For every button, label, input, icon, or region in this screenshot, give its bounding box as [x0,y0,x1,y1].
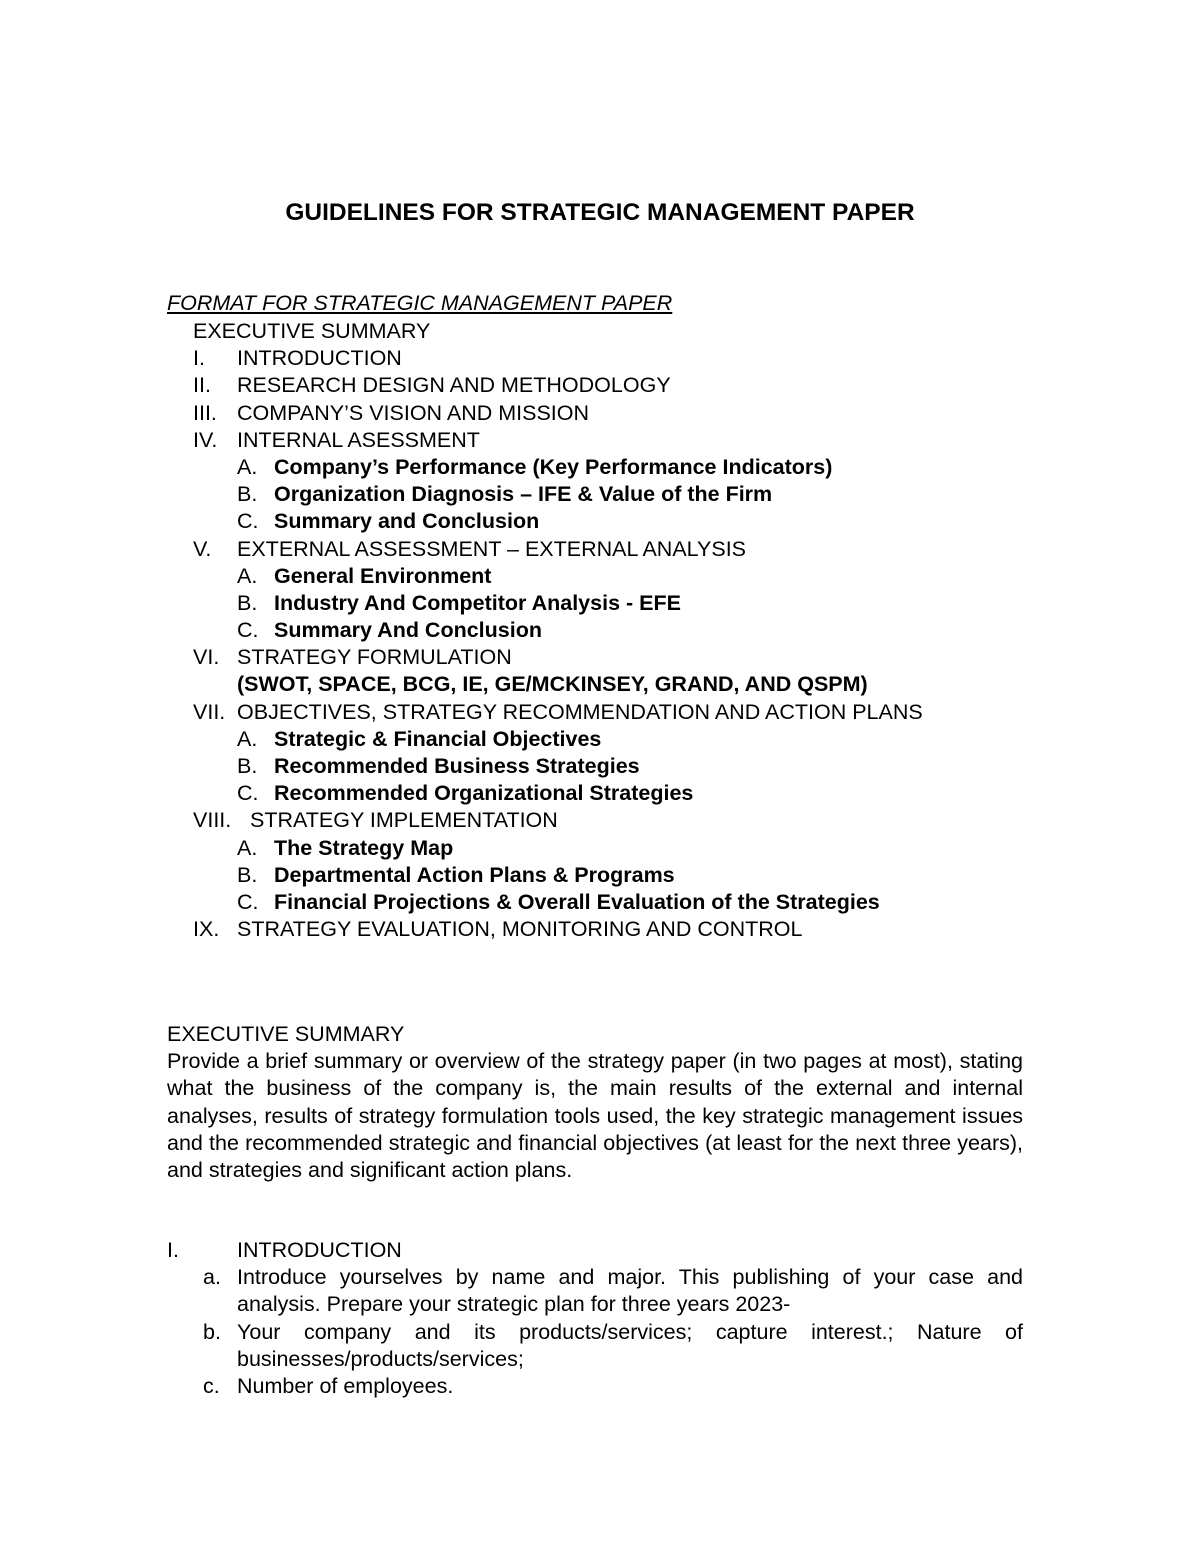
outline-number: B. [237,754,258,778]
outline-item [0,699,1200,726]
item-letter: b. [203,1319,221,1344]
outline-text: Financial Projections & Overall Evaluation of the Strategies [274,889,880,914]
outline-number: VI. [193,645,220,670]
outline-item [0,372,1200,399]
outline-item [0,807,1200,834]
outline-text: (SWOT, SPACE, BCG, IE, GE/MCKINSEY, GRAND, AND QSPM) [237,672,868,697]
executive-summary-section [167,1021,1023,1184]
outline-number: B. [237,482,258,507]
outline-number: C. [237,781,259,806]
outline-subitem [0,617,1200,644]
outline-subitem [0,753,1200,780]
outline-text: Strategic & Financial Objectives [274,726,602,751]
outline-number: II. [193,373,211,398]
outline-number: C. [237,509,259,534]
introduction-item [0,1373,1200,1400]
item-text: Your company and its products/services; capture interest.; Nature of businesses/products/services; [237,1319,1023,1371]
introduction-number: I. [167,1238,179,1262]
outline-text: General Environment [274,563,492,588]
outline-item [0,400,1200,427]
outline-number: B. [237,590,258,615]
outline-number: A. [237,454,258,479]
outline-text: STRATEGY EVALUATION, MONITORING AND CONTROL [237,917,803,942]
outline-text: The Strategy Map [274,835,454,860]
outline-subitem [0,508,1200,535]
outline-number: VIII. [193,808,232,833]
outline-item [0,644,1200,671]
outline-text: Recommended Organizational Strategies [274,781,694,806]
outline-number: I. [193,346,205,371]
introduction-item [0,1264,1200,1318]
outline-subitem [0,835,1200,862]
outline-subitem [0,590,1200,617]
outline-text: Industry And Competitor Analysis - EFE [274,590,681,615]
outline-number: A. [237,563,258,588]
outline-text: INTERNAL ASESSMENT [237,427,480,452]
outline-subitem [0,454,1200,481]
item-letter: a. [203,1265,221,1290]
executive-summary-heading: EXECUTIVE SUMMARY [167,1022,405,1046]
outline-text: EXTERNAL ASSESSMENT – EXTERNAL ANALYSIS [237,536,747,561]
outline-text: Summary And Conclusion [274,618,542,643]
outline-text: STRATEGY FORMULATION [237,645,512,670]
outline-item [0,345,1200,372]
outline-text: COMPANY’S VISION AND MISSION [237,400,590,425]
introduction-heading: INTRODUCTION [237,1238,402,1262]
page-title: GUIDELINES FOR STRATEGIC MANAGEMENT PAPER [285,199,915,226]
outline-text: Summary and Conclusion [274,509,540,534]
outline-number: A. [237,726,258,751]
item-text: Introduce yourselves by name and major. This publishing of your case and analysis. Prepare your strategic plan for three years 2023- [237,1265,1023,1317]
outline-number: V. [193,536,212,561]
outline-number: IV. [193,427,218,452]
outline-text: STRATEGY IMPLEMENTATION [250,808,558,833]
item-letter: c. [203,1374,220,1398]
outline-number: B. [237,862,258,887]
outline-list [0,318,1200,943]
outline-subitem [0,726,1200,753]
outline-text: INTRODUCTION [237,346,402,371]
outline-text: OBJECTIVES, STRATEGY RECOMMENDATION AND ACTION PLANS [237,699,923,724]
introduction-item [0,1319,1200,1373]
item-text: Number of employees. [237,1374,454,1398]
outline-item [0,916,1200,943]
outline-text: RESEARCH DESIGN AND METHODOLOGY [237,373,671,398]
outline-text: Company’s Performance (Key Performance Indicators) [274,454,833,479]
outline-text: Departmental Action Plans & Programs [274,862,675,887]
outline-number: C. [237,618,259,643]
introduction-heading-row [0,1237,1200,1264]
outline-subitem [0,780,1200,807]
outline-number: III. [193,400,217,425]
format-heading: FORMAT FOR STRATEGIC MANAGEMENT PAPER [167,291,673,315]
outline-item [0,536,1200,563]
executive-summary-body: Provide a brief summary or overview of the strategy paper (in two pages at most), stating what the business of the company is, the main results of the external and internal analyses, results of strategy formulation tools used, the key strategic management issues and the recommended strategic and financial objectives (at least for the next three years), and strategies and significant action plans. [167,1049,1023,1183]
outline-text: Organization Diagnosis – IFE & Value of the Firm [274,482,773,507]
outline-subitem [0,481,1200,508]
outline-number: VII. [193,699,226,724]
outline-number: IX. [193,917,220,942]
outline-subitem [0,563,1200,590]
outline-item [0,671,1200,698]
outline-subitem [0,862,1200,889]
outline-text: EXECUTIVE SUMMARY [193,319,431,343]
outline-number: C. [237,889,259,914]
outline-subitem [0,889,1200,916]
introduction-section [0,1237,1200,1400]
outline-text: Recommended Business Strategies [274,754,640,778]
outline-item [0,427,1200,454]
outline-number: A. [237,835,258,860]
outline-item [0,318,1200,345]
